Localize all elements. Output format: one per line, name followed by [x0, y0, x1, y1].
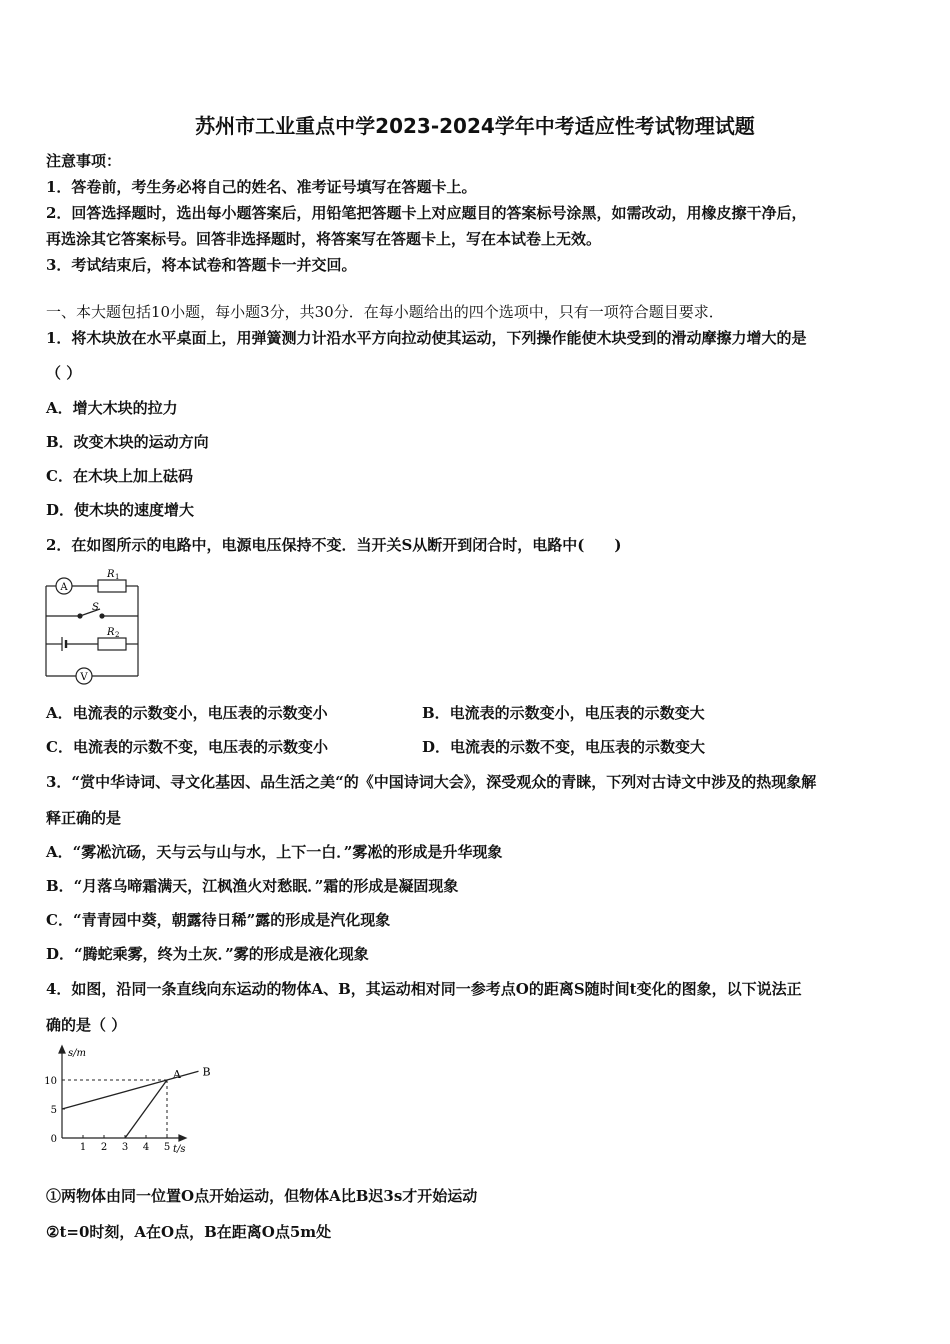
series-line-a [125, 1080, 167, 1138]
q3-stem-cont: 释正确的是 [46, 809, 122, 827]
q2-option-a: A．电流表的示数变小，电压表的示数变小 [46, 704, 328, 722]
x-tick-label: 5 [163, 1142, 171, 1153]
x-axis-arrow [179, 1135, 186, 1141]
series-label-b: B [202, 1065, 211, 1079]
notice-item: 1．答卷前，考生务必将自己的姓名、准考证号填写在答题卡上。 [46, 178, 477, 196]
q3-stem: 3．“赏中华诗词、寻文化基因、品生活之美“的《中国诗词大会》，深受观众的青睐，下列对古诗文中涉及的热现象解 [46, 773, 817, 791]
q2-options-row-2 [46, 737, 706, 757]
x-tick-label: 4 [142, 1142, 150, 1153]
y-tick-label: 0 [50, 1134, 57, 1145]
resistor-r2-label: R [107, 627, 115, 638]
notice-heading: 注意事项： [46, 152, 122, 170]
q3-option-d: D．“腾蛇乘雾，终为土灰．”雾的形成是液化现象 [46, 945, 369, 963]
q1-paren: （ ） [46, 364, 82, 382]
circuit-diagram [40, 566, 150, 692]
q4-statement-1: ①两物体由同一位置O点开始运动，但物体A比B迟3s才开始运动 [46, 1187, 478, 1205]
q2-option-d: D．电流表的示数不变，电压表的示数变大 [422, 738, 706, 756]
q1-option-c: C．在木块上加上砝码 [46, 467, 193, 485]
voltmeter-label: V [80, 672, 88, 683]
x-axis-label: t/s [173, 1144, 186, 1155]
page-title: 苏州市工业重点中学2023-2024学年中考适应性考试物理试题 [195, 114, 755, 138]
resistor-r2-sub: 2 [115, 631, 120, 639]
q4-stem: 4．如图，沿同一条直线向东运动的物体A、B，其运动相对同一参考点O的距离S随时间t变化的图象，以下说法正 [46, 980, 802, 998]
notice-item: 再选涂其它答案标号。回答非选择题时，将答案写在答题卡上，写在本试卷上无效。 [46, 230, 602, 248]
series-line-b [62, 1071, 199, 1109]
notice-item: 2．回答选择题时，选出每小题答案后，用铅笔把答题卡上对应题目的答案标号涂黑，如需改动，用橡皮擦干净后， [46, 204, 807, 222]
q3-option-b: B．“月落乌啼霜满天，江枫渔火对愁眠．”霜的形成是凝固现象 [46, 877, 459, 895]
resistor-r1-label: R [107, 569, 115, 580]
series-label-a: A [173, 1068, 181, 1081]
y-axis-arrow [59, 1046, 65, 1053]
q2-option-b: B．电流表的示数变小，电压表的示数变大 [422, 704, 705, 722]
x-tick-label: 3 [121, 1142, 129, 1153]
x-tick-label: 2 [100, 1142, 108, 1153]
q1-option-d: D．使木块的速度增大 [46, 501, 195, 519]
y-tick-label: 10 [44, 1076, 57, 1087]
q4-stem-cont: 确的是（ ） [46, 1016, 127, 1034]
notice-item: 3．考试结束后，将本试卷和答题卡一并交回。 [46, 256, 357, 274]
q1-option-a: A．增大木块的拉力 [46, 399, 178, 417]
q2-option-c: C．电流表的示数不变，电压表的示数变小 [46, 738, 328, 756]
q2-options-row-1 [46, 703, 705, 723]
q2-stem: 2．在如图所示的电路中，电源电压保持不变．当开关S从断开到闭合时，电路中( ) [46, 536, 622, 554]
q3-option-c: C．“青青园中葵，朝露待日稀”露的形成是汽化现象 [46, 911, 391, 929]
q3-option-a: A．“雾凇沆砀，天与云与山与水，上下一白．”雾凇的形成是升华现象 [46, 843, 503, 861]
section-heading: 一、本大题包括10小题，每小题3分，共30分．在每小题给出的四个选项中，只有一项符合题目要求． [46, 303, 724, 321]
s-t-graph [40, 1040, 240, 1164]
q1-stem: 1．将木块放在水平桌面上，用弹簧测力计沿水平方向拉动使其运动，下列操作能使木块受到的滑动摩擦力增大的是 [46, 329, 807, 347]
y-axis-label: s/m [68, 1048, 86, 1059]
q4-statement-2: ②t=0时刻，A在O点，B在距离O点5m处 [46, 1223, 332, 1241]
x-tick-label: 1 [79, 1142, 87, 1153]
switch-label: S [92, 602, 99, 613]
ammeter-label: A [60, 582, 68, 593]
resistor-r1-sub: 1 [115, 573, 120, 581]
y-tick-label: 5 [50, 1105, 57, 1116]
q1-option-b: B．改变木块的运动方向 [46, 433, 209, 451]
